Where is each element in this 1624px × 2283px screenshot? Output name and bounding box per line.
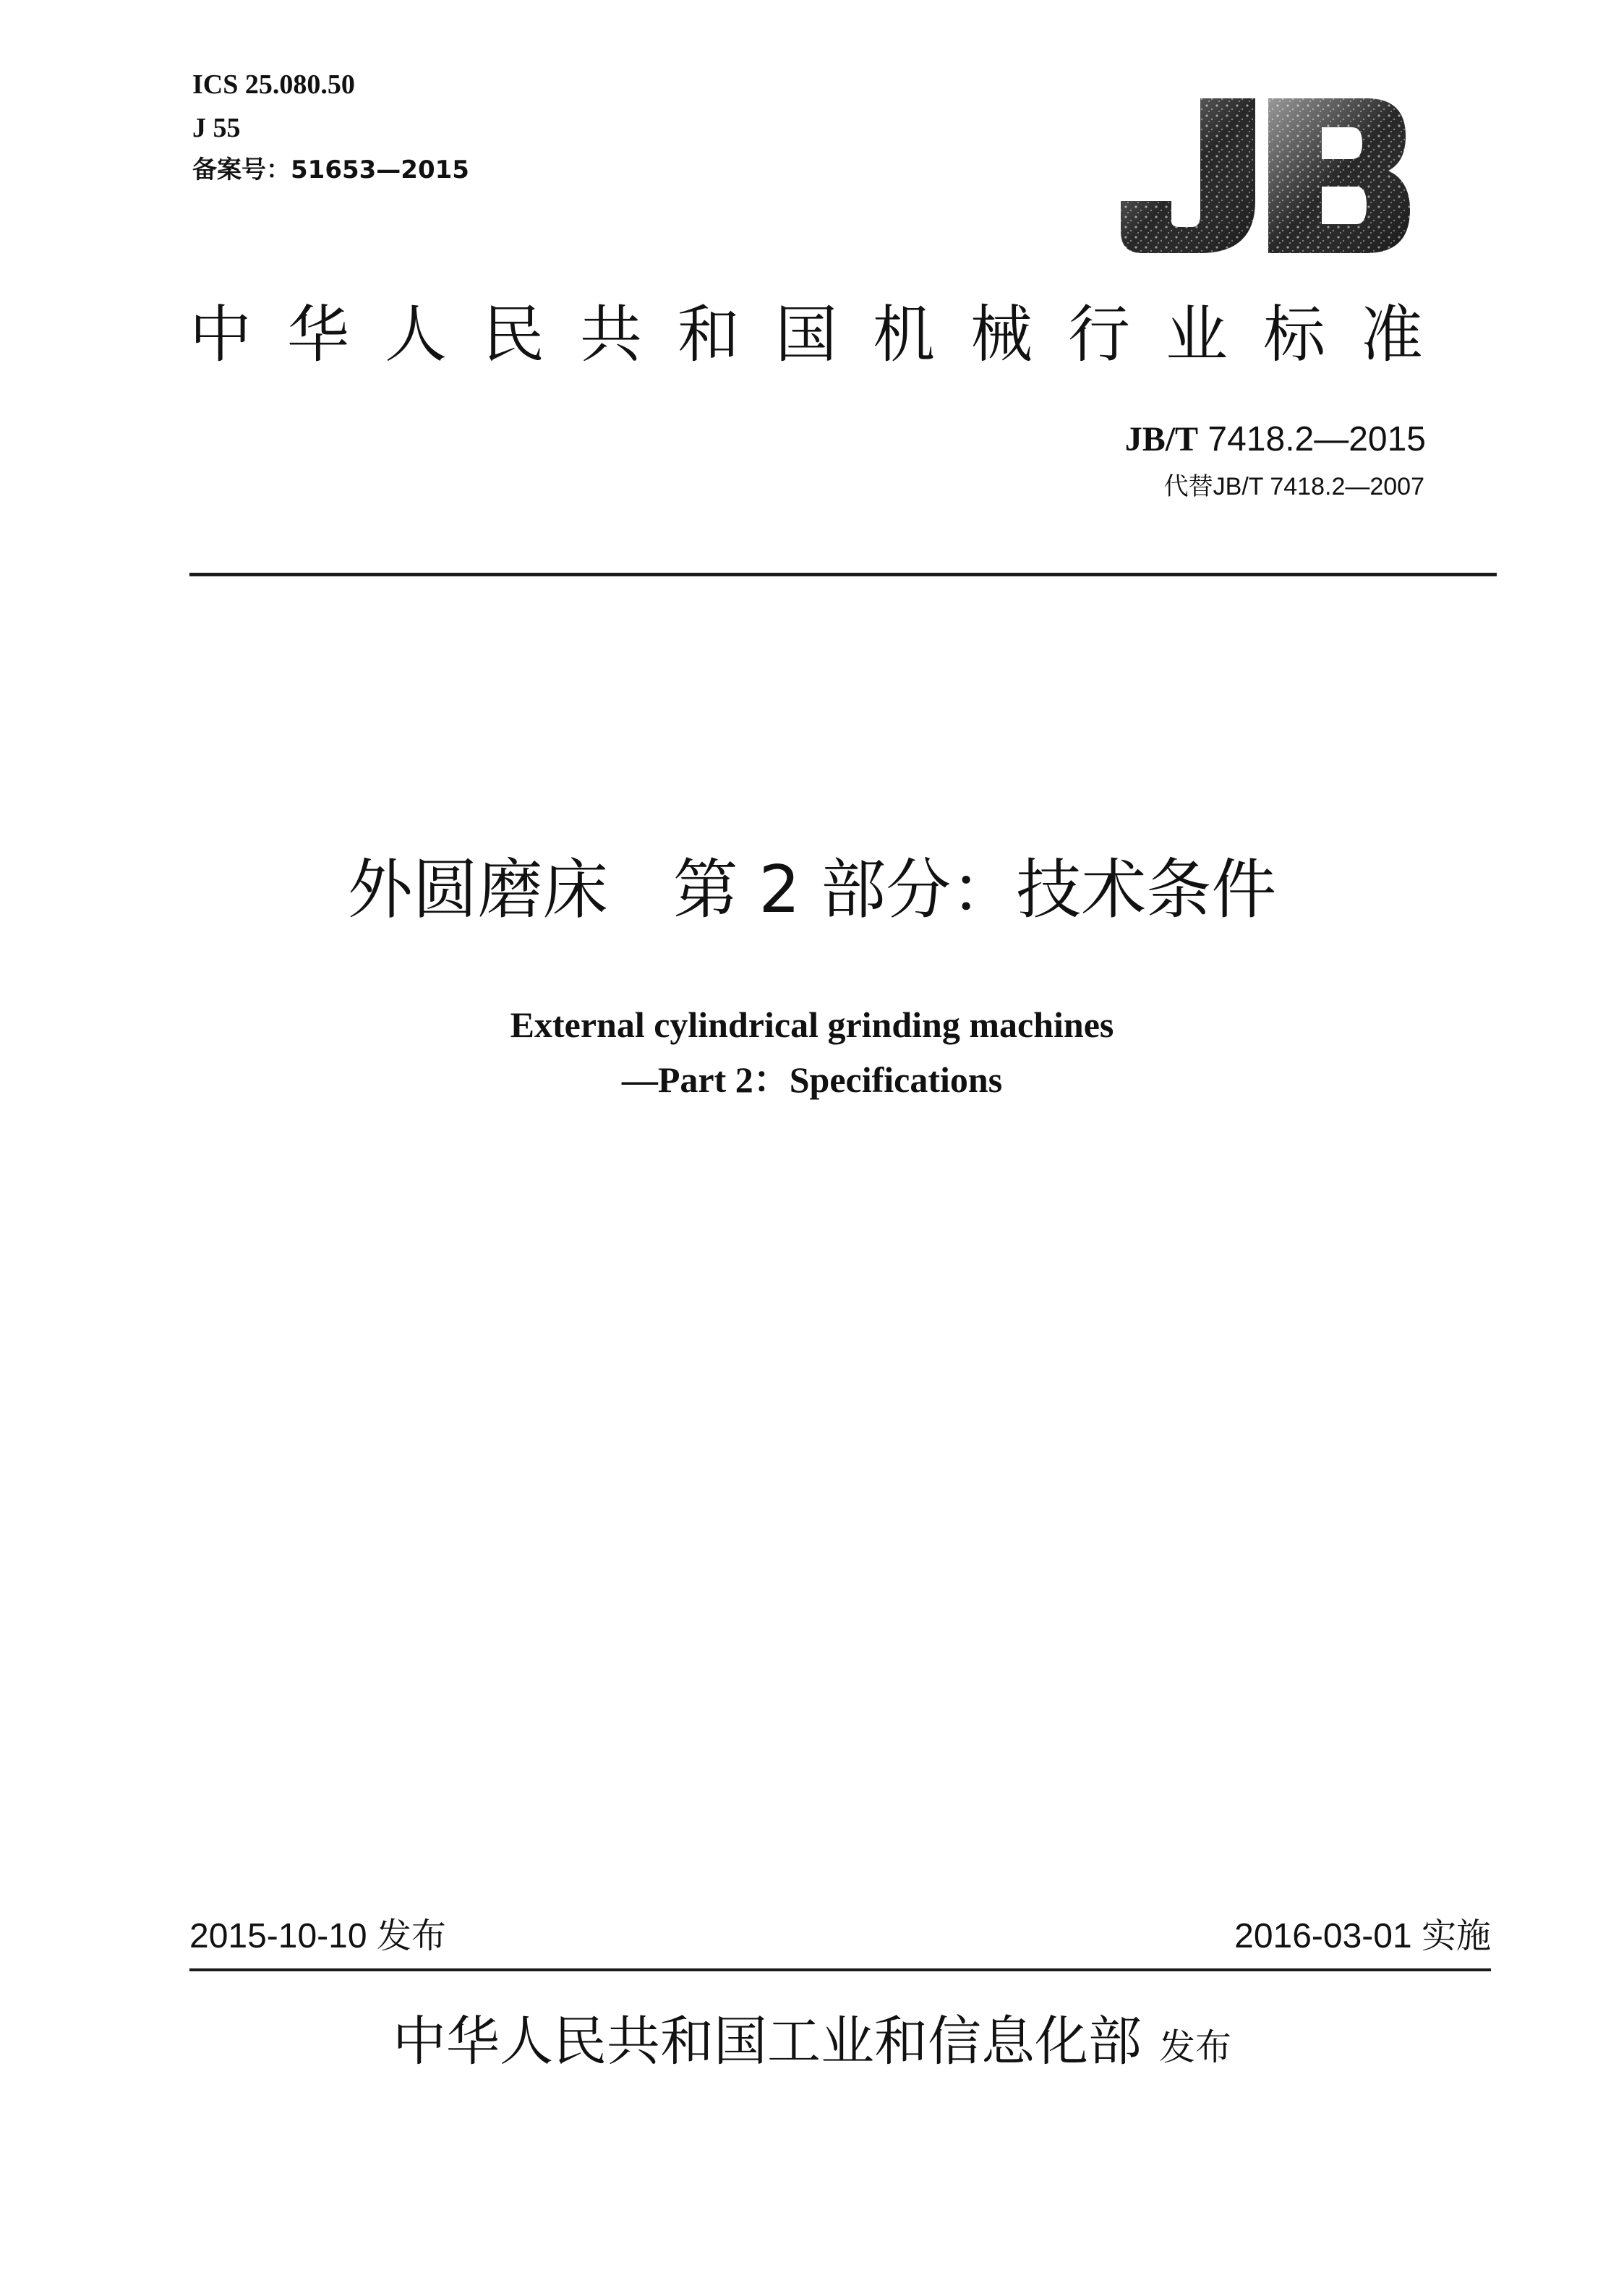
ics-code: ICS 25.080.50 [192,69,355,100]
implementation-date: 2016-03-01 实施 [1234,1917,1491,1955]
standard-number [1125,422,1426,457]
issuing-category-title: 中华人民共和国机械行业标准 [189,299,1458,371]
publisher-suffix: 发布 [1159,2026,1231,2068]
standard-prefix: JB/T [1124,420,1199,458]
publisher-name: 中华人民共和国工业和信息化部 [393,2010,1142,2073]
footer-divider [189,1968,1491,1971]
document-title-chinese: 外圆磨床 第 2 部分：技术条件 [347,852,1277,928]
classification-code: J 55 [192,113,241,143]
document-title-english-line1: External cylindrical grinding machines [510,1004,1114,1045]
header-divider [189,573,1497,576]
record-number: 备案号：51653—2015 [192,155,469,184]
replaces-standard: 代替JB/T 7418.2—2007 [1163,473,1424,500]
jb-logo-icon [1114,93,1417,259]
issue-date: 2015-10-10 发布 [189,1917,446,1955]
publisher-line [0,2010,1624,2073]
standard-code: 7418.2—2015 [1208,420,1426,458]
document-title-english-line2: —Part 2：Specifications [621,1059,1003,1100]
